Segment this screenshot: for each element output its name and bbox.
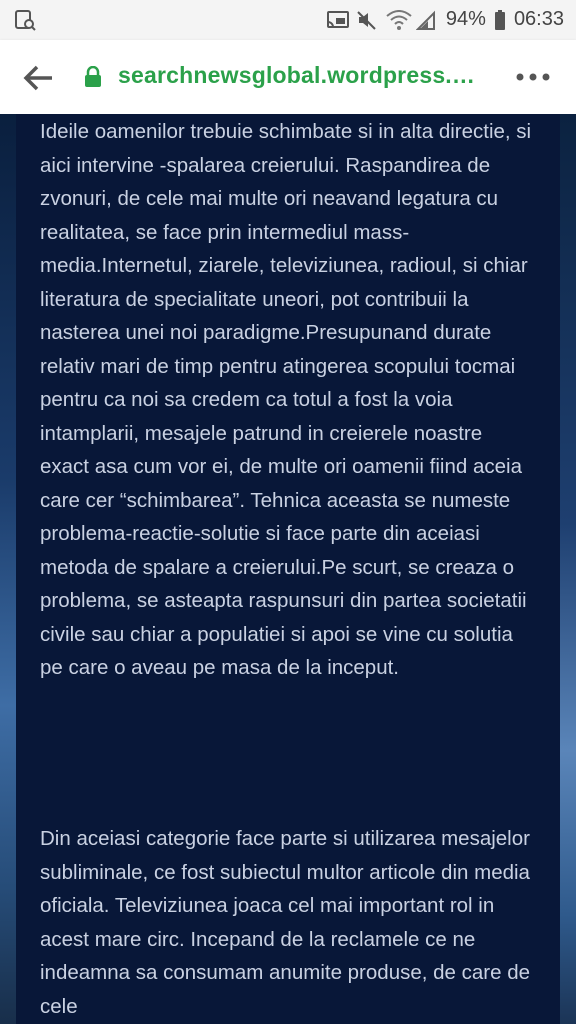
battery-icon (494, 10, 506, 30)
browser-toolbar (0, 40, 576, 114)
cast-icon (326, 10, 348, 30)
background-left (0, 114, 16, 1024)
signal-icon (416, 10, 438, 30)
back-arrow-icon[interactable] (22, 64, 54, 92)
url-field[interactable]: searchnewsglobal.wordpress.… (118, 62, 476, 88)
article-paragraph: Din aceiasi categorie face parte si utilizarea mesajelor subliminale, ce fost subiectul multor articole din media oficiala. Televiziunea joaca cel mai important rol in acest mare circ. Incepand de la reclamele ce ne indeamna sa consumam anumite produse, de care de cele (40, 827, 531, 1018)
status-bar (0, 0, 576, 40)
more-options-icon[interactable] (514, 67, 554, 87)
mute-icon (356, 10, 378, 30)
lock-icon (84, 66, 102, 88)
wifi-icon (386, 10, 408, 30)
battery-percent: 94% (445, 8, 486, 30)
clock: 06:33 (513, 8, 564, 30)
article-paragraph: Ideile oamenilor trebuie schimbate si in alta directie, si aici intervine -spalarea creierului. Raspandirea de zvonuri, de cele mai multe ori neavand legatura cu realitatea, se face prin intermediul mass-media.Internetul, ziarele, televiziunea, radioul, si chiar literatura de specialitate uneori, pot contribuii la nasterea unei noi paradigme.Presupunand durate relativ mari de timp pentru atingerea scopului tocmai pentru ca noi sa credem ca totul a fost la voia intamplarii, mesajele patrund in creierele noastre exact asa cum vor ei, de multe ori oamenii fiind aceia care cer “schimbarea”. Tehnica aceasta se numeste problema-reactie-solutie si face parte din aceiasi metoda de spalare a creierului.Pe scurt, se creaza o problema, se asteapta raspunsuri din partea societatii civile sau chiar a populatiei si apoi se vine cu solutia pe care o aveau pe masa de la inceput. (40, 120, 532, 679)
article-content (16, 114, 560, 1024)
screenshot-notification-icon (14, 9, 36, 37)
background-right (560, 114, 576, 1024)
